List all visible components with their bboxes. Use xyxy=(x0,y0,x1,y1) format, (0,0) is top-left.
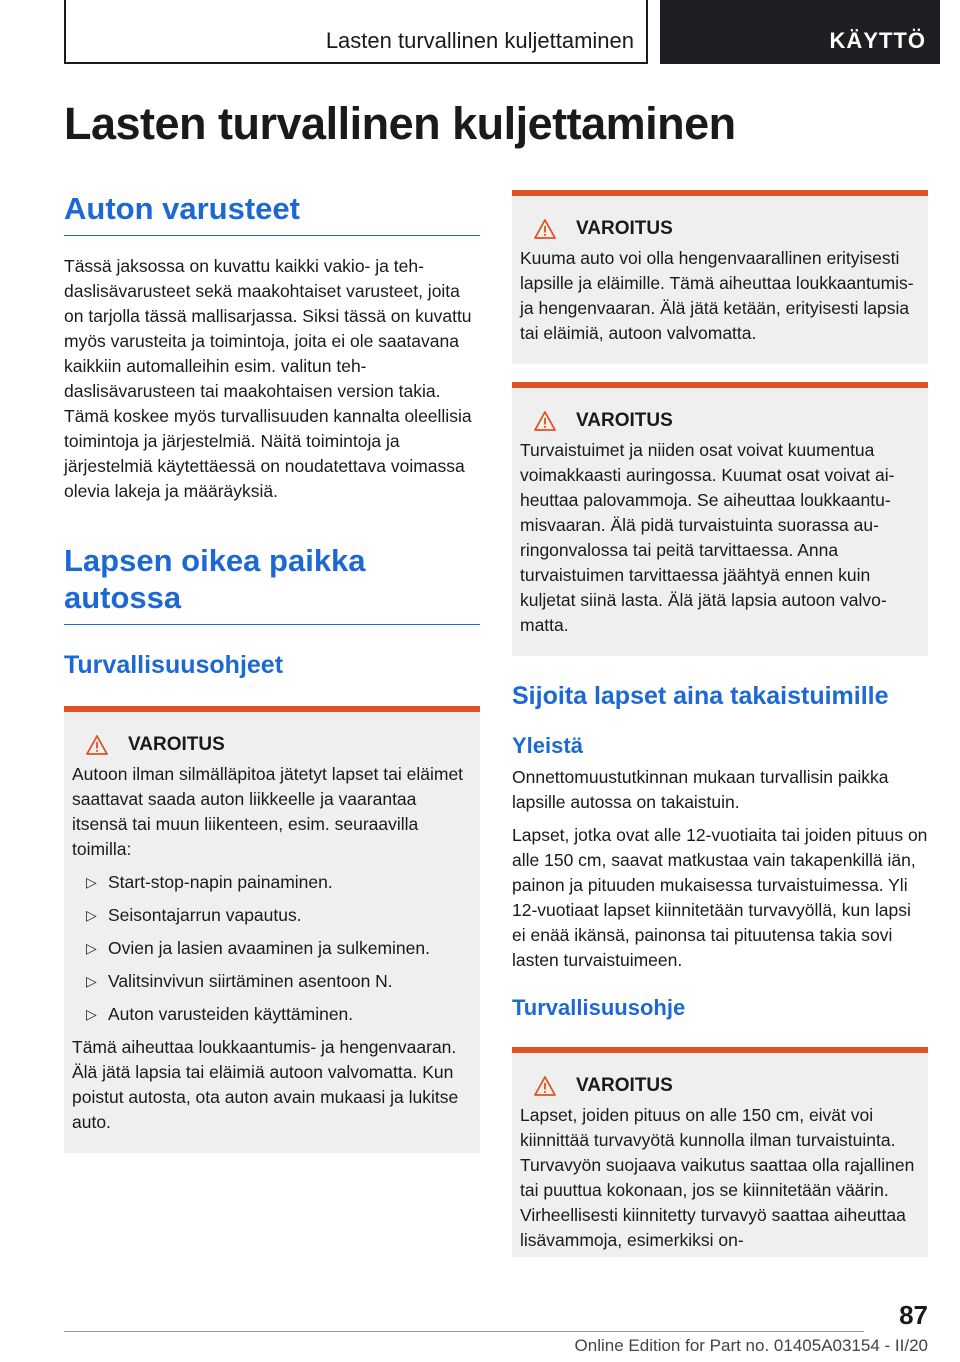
list-item xyxy=(86,1002,472,1027)
heading-general: Yleistä xyxy=(512,733,583,758)
warning-box-seatbelt xyxy=(512,1047,928,1257)
general-paragraph-2: Lapset, jotka ovat alle 12-vuotiaita tai joiden pituus on alle 150 cm, saavat matkustaa vain takapenkillä iän, painon ja pituuden mukaisessa turvaistuimessa. Yli 12-vuotiaat lapset kiinnitetään turvavyöllä, kun lapsi ei enää ikänsä, painonsa tai pituutensa takia sovi lasten turvaistuimeen. xyxy=(512,825,928,970)
running-header-chapter-text: KÄYTTÖ xyxy=(829,28,926,53)
warning-intro: Autoon ilman silmälläpitoa jätetyt lapset tai eläimet saattavat saada auton liikkeelle ja vaarantaa itsensä tai muun liikenteen, esim. seuraavilla toimilla: xyxy=(72,764,464,859)
heading-equipment: Auton varusteet xyxy=(64,190,480,236)
heading-safety-instructions: Turvallisuusohjeet xyxy=(64,651,284,679)
warning-triangle-icon xyxy=(86,735,108,755)
warning-title xyxy=(520,218,920,240)
footer-divider xyxy=(64,1331,864,1332)
warning-box-unattended xyxy=(64,706,480,1153)
left-column xyxy=(64,190,480,1153)
warning-list xyxy=(72,870,472,1027)
triangle-right-icon: ▷ xyxy=(86,874,97,890)
warning-text: Lapset, joiden pituus on alle 150 cm, eivät voi kiinnittää turvavyötä kunnolla ilman turvaistuinta. Turvavyön suojaava vaikutus saattaa olla rajallinen tai puuttua kokonaan, jos se kiinnitetään väärin. Virheellisesti kiinnitetty turvavyö saattaa aiheuttaa lisävammoja, esimerkiksi on- xyxy=(520,1105,915,1250)
warning-title xyxy=(72,734,472,756)
list-item-text: Auton varusteiden käyttäminen. xyxy=(108,1004,354,1024)
warning-triangle-icon xyxy=(534,411,556,431)
warning-box-hot-car xyxy=(512,190,928,364)
warning-title-text: VAROITUS xyxy=(576,410,673,431)
page-title: Lasten turvallinen kuljettaminen xyxy=(64,98,736,149)
warning-outro: Tämä aiheuttaa loukkaantumis- ja hengenvaaran. Älä jätä lapsia tai eläimiä autoon valvomatta. Kun poistut autosta, ota auton avain mukaasi ja lukitse auto. xyxy=(72,1037,459,1132)
running-header-section xyxy=(64,0,648,64)
warning-triangle-icon xyxy=(534,219,556,239)
triangle-right-icon: ▷ xyxy=(86,907,97,923)
warning-title-text: VAROITUS xyxy=(128,734,225,755)
page-number: 87 xyxy=(899,1300,928,1330)
warning-title xyxy=(520,1075,920,1097)
list-item xyxy=(86,969,472,994)
equipment-paragraph: Tässä jaksossa on kuvattu kaikki vakio- ja tehdaslisävarusteet sekä maakohtaiset varusteet, joita on tarjolla tässä mallisarjassa. Siksi tässä on kuvattu myös varusteita ja toimintoja, joita ei ole saatavana kaikkiin automalleihin esim. valitun tehdaslisävarusteen tai maakohtaisen version takia. Tämä koskee myös turvallisuuden kannalta oleellisia toimintoja ja järjestelmiä. Näitä toimintoja ja järjestelmiä käytettäessä on noudatettava voimassa olevia lakeja ja määräyksiä. xyxy=(64,256,472,501)
list-item xyxy=(86,936,472,961)
list-item xyxy=(86,903,472,928)
warning-title-text: VAROITUS xyxy=(576,218,673,239)
triangle-right-icon: ▷ xyxy=(86,940,97,956)
warning-title-text: VAROITUS xyxy=(576,1075,673,1096)
list-item-text: Ovien ja lasien avaaminen ja sulkeminen. xyxy=(108,938,430,958)
heading-child-place: Lapsen oikea paikka autossa xyxy=(64,542,480,625)
triangle-right-icon: ▷ xyxy=(86,1006,97,1022)
warning-triangle-icon xyxy=(534,1076,556,1096)
warning-box-hot-seat xyxy=(512,382,928,656)
heading-rear-seats: Sijoita lapset aina takaistuimille xyxy=(512,682,889,710)
general-paragraph-1: Onnettomuustutkinnan mukaan turvallisin paikka lapsille autossa on takaistuin. xyxy=(512,767,889,812)
list-item-text: Start-stop-napin painaminen. xyxy=(108,872,333,892)
warning-text: Kuuma auto voi olla hengenvaarallinen erityisesti lapsille ja eläimille. Tämä aiheuttaa loukkaantumis- ja hengenvaaran. Älä jätä ketään, erityisesti lapsia tai eläimiä, autoon valvomatta. xyxy=(520,248,914,343)
running-header-chapter xyxy=(660,0,940,64)
warning-text: Turvaistuimet ja niiden osat voivat kuumentua voimakkaasti auringossa. Kuumat osat voivat aiheuttaa palovammoja. Se aiheuttaa loukkaantumisvaaran. Älä pidä turvaistuinta suorassa auringonvalossa tai peitä tarvittaessa. Anna turvaistuimen tarvittaessa jäähtyä ennen kuin kuljetat siinä lasta. Älä jätä lapsia autoon valvomatta. xyxy=(520,440,895,635)
list-item-text: Seisontajarrun vapautus. xyxy=(108,905,302,925)
triangle-right-icon: ▷ xyxy=(86,973,97,989)
right-column xyxy=(512,190,928,1257)
list-item xyxy=(86,870,472,895)
heading-safety-note: Turvallisuusohje xyxy=(512,995,686,1020)
footer-edition: Online Edition for Part no. 01405A03154 - II/20 xyxy=(574,1336,928,1355)
list-item-text: Valitsinvivun siirtäminen asentoon N. xyxy=(108,971,393,991)
warning-title xyxy=(520,410,920,432)
running-header-section-text: Lasten turvallinen kuljettaminen xyxy=(325,28,634,53)
